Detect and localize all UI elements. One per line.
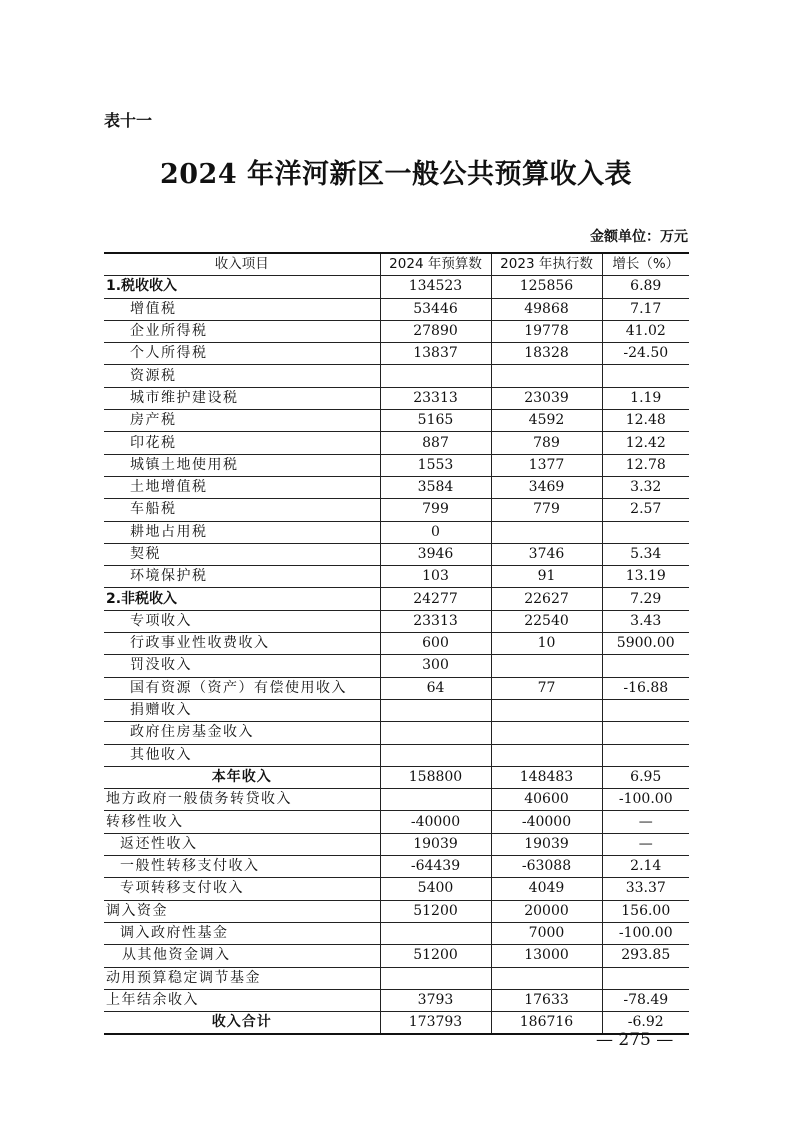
table-row [104,320,689,342]
row-value-2024: 3946 [380,543,491,565]
row-value-2023: 13000 [491,945,602,967]
row-growth [602,967,689,989]
table-row [104,276,689,298]
row-item-name: 调入资金 [104,900,380,922]
row-item-name: 上年结余收入 [104,989,380,1011]
row-value-2023: 148483 [491,766,602,788]
row-item-name: 契税 [104,543,380,565]
row-value-2024: 51200 [380,900,491,922]
row-item-name: 从其他资金调入 [104,945,380,967]
budget-table [104,252,689,1035]
row-value-2023: 19039 [491,833,602,855]
row-item-name: 房产税 [104,410,380,432]
row-value-2024: 64 [380,677,491,699]
row-growth: 5.34 [602,543,689,565]
row-value-2024: 19039 [380,833,491,855]
row-item-name: 专项转移支付收入 [104,878,380,900]
row-growth: 33.37 [602,878,689,900]
row-value-2023 [491,722,602,744]
table-row [104,499,689,521]
row-growth [602,655,689,677]
row-value-2023: 186716 [491,1012,602,1035]
row-growth: — [602,811,689,833]
column-header-growth: 增长（%） [602,253,689,276]
row-value-2023: 20000 [491,900,602,922]
row-growth: 7.17 [602,298,689,320]
table-body [104,276,689,1035]
row-item-name: 行政事业性收费收入 [104,633,380,655]
row-value-2024: 27890 [380,320,491,342]
row-value-2024 [380,744,491,766]
row-value-2023: 17633 [491,989,602,1011]
row-value-2023 [491,521,602,543]
row-value-2024: 3584 [380,476,491,498]
row-value-2024: 5165 [380,410,491,432]
table-row [104,945,689,967]
table-row [104,410,689,432]
row-item-name: 耕地占用税 [104,521,380,543]
row-value-2023: 18328 [491,343,602,365]
row-growth: 3.43 [602,610,689,632]
row-value-2023: 22627 [491,588,602,610]
row-growth: 13.19 [602,566,689,588]
row-item-name: 国有资源（资产）有偿使用收入 [104,677,380,699]
row-growth [602,365,689,387]
table-row [104,699,689,721]
row-item-name: 政府住房基金收入 [104,722,380,744]
row-value-2024: 103 [380,566,491,588]
row-growth: -24.50 [602,343,689,365]
row-growth: 41.02 [602,320,689,342]
row-value-2024: -64439 [380,856,491,878]
row-value-2024: 799 [380,499,491,521]
row-value-2023 [491,655,602,677]
row-growth: 2.57 [602,499,689,521]
row-item-name: 环境保护税 [104,566,380,588]
row-value-2024 [380,967,491,989]
column-header-2023: 2023 年执行数 [491,253,602,276]
row-growth: 6.89 [602,276,689,298]
row-value-2023: -40000 [491,811,602,833]
row-item-name: 调入政府性基金 [104,922,380,944]
row-item-name: 1.税收收入 [104,276,380,298]
row-value-2024: 3793 [380,989,491,1011]
page-number: — 275 — [596,1030,674,1050]
row-item-name: 城市维护建设税 [104,387,380,409]
row-item-name: 专项收入 [104,610,380,632]
row-item-name: 个人所得税 [104,343,380,365]
row-item-name: 收入合计 [104,1012,380,1035]
unit-label: 金额单位：万元 [590,229,688,245]
table-row [104,900,689,922]
row-item-name: 资源税 [104,365,380,387]
row-value-2023 [491,744,602,766]
row-growth: 12.78 [602,454,689,476]
row-value-2024: 51200 [380,945,491,967]
row-value-2023: 4049 [491,878,602,900]
table-row [104,989,689,1011]
table-row [104,543,689,565]
row-value-2023: 3469 [491,476,602,498]
row-value-2024: -40000 [380,811,491,833]
row-growth: 1.19 [602,387,689,409]
row-value-2024 [380,365,491,387]
row-value-2024: 600 [380,633,491,655]
column-header-item: 收入项目 [104,253,380,276]
row-value-2024: 5400 [380,878,491,900]
row-value-2024: 24277 [380,588,491,610]
row-item-name: 其他收入 [104,744,380,766]
row-item-name: 动用预算稳定调节基金 [104,967,380,989]
row-value-2024: 158800 [380,766,491,788]
table-row [104,922,689,944]
table-row [104,610,689,632]
row-item-name: 一般性转移支付收入 [104,856,380,878]
table-row [104,878,689,900]
row-value-2024 [380,722,491,744]
row-growth: 156.00 [602,900,689,922]
table-row [104,365,689,387]
row-value-2024 [380,922,491,944]
row-item-name: 转移性收入 [104,811,380,833]
table-row [104,298,689,320]
row-growth: — [602,833,689,855]
row-growth: 293.85 [602,945,689,967]
table-row [104,789,689,811]
page-title: 2024 年洋河新区一般公共预算收入表 [159,159,633,190]
table-row [104,343,689,365]
row-item-name: 本年收入 [104,766,380,788]
row-value-2023 [491,365,602,387]
row-value-2024: 23313 [380,610,491,632]
row-item-name: 罚没收入 [104,655,380,677]
row-value-2023: 49868 [491,298,602,320]
row-value-2024 [380,789,491,811]
row-value-2024: 23313 [380,387,491,409]
row-item-name: 企业所得税 [104,320,380,342]
table-row [104,811,689,833]
row-value-2023: 7000 [491,922,602,944]
row-value-2023: 40600 [491,789,602,811]
row-growth: -16.88 [602,677,689,699]
row-item-name: 2.非税收入 [104,588,380,610]
row-item-name: 城镇土地使用税 [104,454,380,476]
row-item-name: 捐赠收入 [104,699,380,721]
row-value-2024: 1553 [380,454,491,476]
row-value-2024 [380,699,491,721]
row-value-2023: 789 [491,432,602,454]
table-row [104,476,689,498]
row-growth: -100.00 [602,789,689,811]
header-row [104,253,689,276]
row-growth: 7.29 [602,588,689,610]
table-row [104,521,689,543]
table-row [104,833,689,855]
row-growth: 2.14 [602,856,689,878]
row-growth: -100.00 [602,922,689,944]
row-value-2024: 173793 [380,1012,491,1035]
row-item-name: 返还性收入 [104,833,380,855]
row-growth [602,722,689,744]
table-row [104,744,689,766]
row-value-2023: 19778 [491,320,602,342]
table-row [104,655,689,677]
row-value-2024: 134523 [380,276,491,298]
row-value-2024: 300 [380,655,491,677]
table-label: 表十一 [104,111,153,130]
table-row [104,967,689,989]
row-growth: 3.32 [602,476,689,498]
table-row [104,766,689,788]
row-value-2024: 0 [380,521,491,543]
table-row [104,722,689,744]
row-item-name: 增值税 [104,298,380,320]
row-value-2023 [491,699,602,721]
row-growth [602,521,689,543]
row-value-2023: 779 [491,499,602,521]
row-value-2023: -63088 [491,856,602,878]
row-value-2024: 53446 [380,298,491,320]
row-item-name: 车船税 [104,499,380,521]
row-growth: -78.49 [602,989,689,1011]
table-row [104,454,689,476]
row-value-2024: 13837 [380,343,491,365]
table-row [104,856,689,878]
row-item-name: 印花税 [104,432,380,454]
row-growth: 12.42 [602,432,689,454]
row-value-2023: 10 [491,633,602,655]
row-growth: 5900.00 [602,633,689,655]
table-row [104,387,689,409]
row-growth: 6.95 [602,766,689,788]
table-row [104,566,689,588]
table-row [104,588,689,610]
table-row [104,633,689,655]
row-growth [602,699,689,721]
row-value-2023: 125856 [491,276,602,298]
table-row [104,432,689,454]
row-value-2023: 4592 [491,410,602,432]
row-value-2023: 3746 [491,543,602,565]
row-value-2023: 23039 [491,387,602,409]
row-value-2023: 77 [491,677,602,699]
row-growth [602,744,689,766]
row-value-2023: 1377 [491,454,602,476]
column-header-2024: 2024 年预算数 [380,253,491,276]
row-value-2024: 887 [380,432,491,454]
row-growth: -6.92 [602,1012,689,1035]
table-row [104,677,689,699]
row-value-2023: 22540 [491,610,602,632]
row-value-2023: 91 [491,566,602,588]
row-growth: 12.48 [602,410,689,432]
row-item-name: 地方政府一般债务转贷收入 [104,789,380,811]
row-value-2023 [491,967,602,989]
row-item-name: 土地增值税 [104,476,380,498]
